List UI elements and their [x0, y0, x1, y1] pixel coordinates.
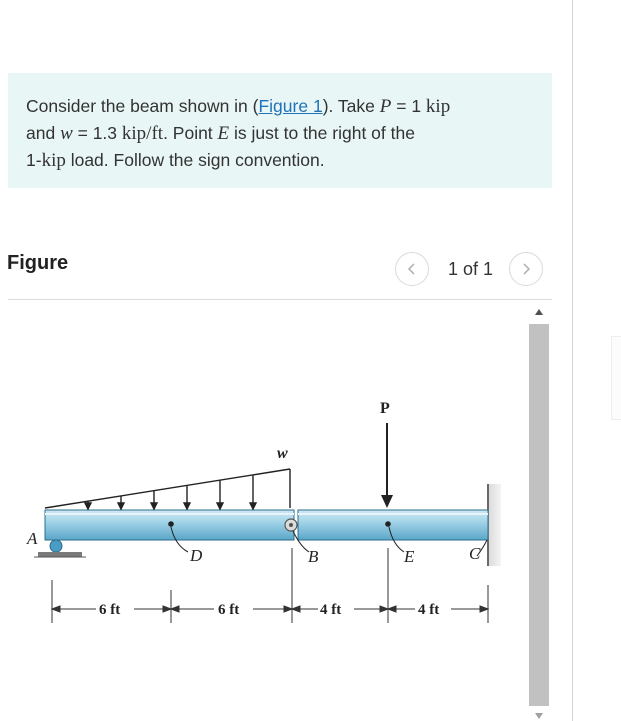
dimension-label-3: 4 ft: [320, 602, 342, 618]
figure-pager: [395, 252, 543, 286]
dimension-label-2: 6 ft: [218, 602, 240, 618]
chevron-right-icon: [520, 262, 532, 276]
scrollbar-track[interactable]: [529, 324, 549, 706]
pager-count: 1 of 1: [448, 258, 494, 279]
math-w: w: [60, 123, 73, 144]
math-unit-kip-per-ft: kip/ft: [121, 123, 164, 144]
math-unit-kip: kip: [425, 96, 451, 117]
problem-text: . Point: [163, 123, 218, 143]
problem-text: = 1: [391, 96, 426, 116]
problem-line-1: [26, 93, 552, 120]
next-figure-button[interactable]: [509, 252, 543, 286]
math-E: E: [217, 123, 230, 144]
point-load-p: [381, 423, 393, 508]
header-divider: [8, 299, 552, 300]
scrollbar-thumb[interactable]: [529, 324, 549, 706]
beam-diagram: [0, 310, 520, 650]
label-c: C: [469, 544, 481, 563]
roller-support-a: [34, 540, 86, 557]
problem-text: Consider the beam shown in (: [26, 96, 259, 116]
dimension-label-4: 4 ft: [418, 602, 440, 618]
label-b: B: [308, 547, 319, 566]
math-P: P: [379, 96, 392, 117]
dimension-label-1: 6 ft: [99, 602, 121, 618]
problem-statement: [8, 73, 552, 188]
figure-1-link[interactable]: Figure 1: [258, 96, 323, 116]
label-d: D: [190, 546, 203, 565]
problem-text: ). Take: [322, 96, 380, 116]
label-e: E: [404, 547, 415, 566]
point-d-marker: [168, 521, 174, 527]
problem-line-2: [26, 120, 552, 147]
triangle-up-icon: [534, 308, 544, 316]
previous-figure-button[interactable]: [395, 252, 429, 286]
problem-text: is just to the right of the: [229, 123, 415, 143]
problem-text: load. Follow the sign convention.: [65, 150, 325, 170]
fixed-wall-support: [487, 484, 501, 566]
panel-border: [572, 0, 573, 721]
distributed-load-w: [45, 469, 290, 509]
triangle-down-icon: [534, 712, 544, 720]
scroll-down-button[interactable]: [529, 706, 549, 721]
problem-text: 1-: [26, 150, 42, 170]
math-unit-kip: kip: [41, 150, 66, 171]
point-e-marker: [385, 521, 391, 527]
label-w: w: [277, 445, 288, 462]
problem-line-3: [26, 147, 552, 174]
problem-text: = 1.3: [72, 123, 122, 143]
label-a: A: [27, 529, 38, 548]
side-panel-tab[interactable]: [611, 336, 621, 420]
figure-panel-title: Figure: [7, 252, 69, 274]
label-p: P: [380, 400, 390, 417]
scroll-up-button[interactable]: [529, 302, 549, 322]
chevron-left-icon: [406, 262, 418, 276]
problem-text: and: [26, 123, 61, 143]
